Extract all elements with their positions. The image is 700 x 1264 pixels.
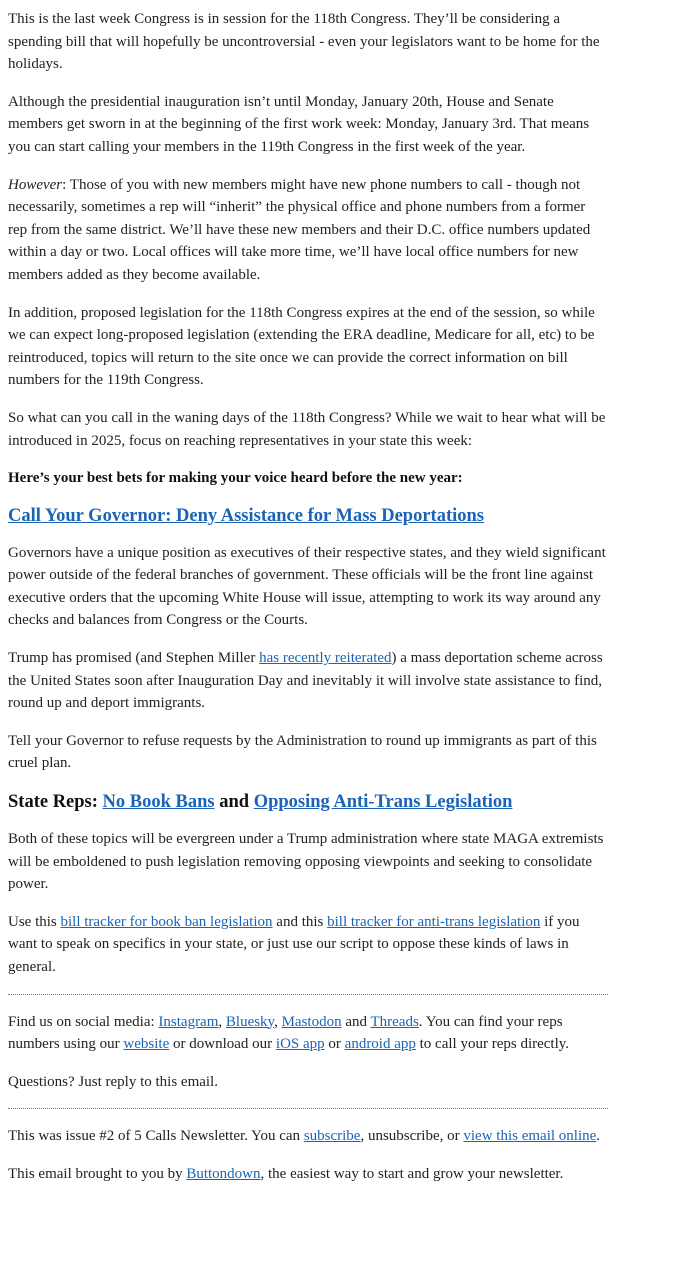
state-reps-label: State Reps: xyxy=(8,792,103,813)
intro-paragraph-2: Although the presidential inauguration isn’t until Monday, January 20th, House and Senate members get sworn in at the beginning of the first work week: Monday, January 3rd. That means you can start calling your members in the 119th Congress in the first week of the year. xyxy=(8,93,590,155)
state-reps-paragraph-2-text-b: and this xyxy=(272,913,328,930)
footer-buttondown-text-b: , the easiest way to start and grow your newsletter. xyxy=(260,1165,564,1182)
state-reps-paragraph-2-text-a: Use this xyxy=(8,913,61,930)
governor-paragraph-2-text-b: ) a mass deportation scheme across the United States soon after Inauguration Day and inevitably it will involve state assistance to find, round up and deport immigrants. xyxy=(8,650,603,712)
intro-paragraph-3-text: : Those of you with new members might have new phone numbers to call - though not necessarily, sometimes a rep will “inherit” the physical office and phone numbers from a former rep from the same district. We’ll have these new members and their D.C. office numbers updated within a day or two. Local offices will take more time, we’ll have local office numbers for new members added as they become available. xyxy=(8,176,591,283)
social-or-download: or download our xyxy=(169,1036,276,1053)
state-reps-paragraph-2 xyxy=(8,911,608,979)
governor-paragraph-2-text-a: Trump has promised (and Stephen Miller xyxy=(8,650,260,667)
divider-1 xyxy=(8,994,608,995)
social-comma-2: , xyxy=(274,1013,282,1030)
subscribe-link[interactable]: subscribe xyxy=(303,1128,361,1145)
social-and: and xyxy=(341,1013,371,1030)
anti-trans-legislation-link[interactable]: Opposing Anti-Trans Legislation xyxy=(253,792,513,813)
reiterated-link[interactable]: has recently reiterated xyxy=(259,650,392,667)
footer-buttondown-text-a: This email brought to you by xyxy=(8,1165,187,1182)
no-book-bans-link[interactable]: No Book Bans xyxy=(102,792,215,813)
footer-issue-paragraph xyxy=(8,1125,608,1148)
social-comma-1: , xyxy=(218,1013,226,1030)
android-app-link[interactable]: android app xyxy=(344,1036,416,1053)
book-ban-tracker-link[interactable]: bill tracker for book ban legislation xyxy=(60,913,273,930)
state-reps-paragraph-1: Both of these topics will be evergreen under a Trump administration where state MAGA extremists will be emboldened to push legislation removing opposing viewpoints and seeking to consolidate power. xyxy=(8,831,604,893)
anti-trans-tracker-link[interactable]: bill tracker for anti-trans legislation xyxy=(327,913,541,930)
state-reps-and: and xyxy=(214,792,254,813)
social-mid-text: . You can find your reps numbers using our xyxy=(8,1013,563,1053)
footer-buttondown-paragraph xyxy=(8,1163,608,1186)
mastodon-link[interactable]: Mastodon xyxy=(281,1013,342,1030)
view-online-link[interactable]: view this email online xyxy=(463,1128,597,1145)
state-reps-heading xyxy=(8,790,608,814)
intro-paragraph-4: In addition, proposed legislation for the 118th Congress expires at the end of the session, so while we can expect long-proposed legislation (extending the ERA deadline, Medicare for all, etc) to be reintroduced, topics will return to the site once we can provide the correct information on bill numbers for the 119th Congress. xyxy=(8,304,595,389)
social-paragraph xyxy=(8,1011,608,1056)
intro-paragraph-3 xyxy=(8,174,608,287)
governor-paragraph-2 xyxy=(8,647,608,715)
website-link[interactable]: website xyxy=(123,1036,170,1053)
threads-link[interactable]: Threads xyxy=(370,1013,419,1030)
social-prefix: Find us on social media: xyxy=(8,1013,159,1030)
social-suffix: to call your reps directly. xyxy=(415,1036,570,1053)
footer-issue-text-b: , unsubscribe, or xyxy=(360,1128,464,1145)
footer-issue-text-c: . xyxy=(596,1128,601,1145)
questions-paragraph: Questions? Just reply to this email. xyxy=(8,1073,218,1090)
governor-paragraph-3: Tell your Governor to refuse requests by the Administration to round up immigrants as part of this cruel plan. xyxy=(8,732,597,772)
instagram-link[interactable]: Instagram xyxy=(158,1013,219,1030)
bluesky-link[interactable]: Bluesky xyxy=(225,1013,275,1030)
governor-heading xyxy=(8,504,608,528)
governor-heading-link[interactable]: Call Your Governor: Deny Assistance for Mass Deportations xyxy=(8,505,485,526)
intro-paragraph-5: So what can you call in the waning days of the 118th Congress? While we wait to hear what will be introduced in 2025, focus on reaching representatives in your state this week: xyxy=(8,409,606,449)
state-reps-paragraph-2-text-c: if you want to speak on specifics in your state, or just use our script to oppose these kinds of laws in general. xyxy=(8,913,580,975)
buttondown-link[interactable]: Buttondown xyxy=(186,1165,261,1182)
governor-paragraph-1: Governors have a unique position as executives of their respective states, and they wield significant power outside of the federal branches of government. These officials will be the front line against executive orders that the upcoming White House will issue, attempting to work its way around any checks and balances from Congress or the Courts. xyxy=(8,544,606,629)
ios-app-link[interactable]: iOS app xyxy=(275,1036,325,1053)
however-emphasis: However xyxy=(8,176,63,193)
divider-2 xyxy=(8,1108,608,1109)
footer-issue-text-a: This was issue #2 of 5 Calls Newsletter. You can xyxy=(8,1128,304,1145)
best-bets-heading: Here’s your best bets for making your voice heard before the new year: xyxy=(8,470,463,487)
intro-paragraph-1: This is the last week Congress is in session for the 118th Congress. They’ll be considering a spending bill that will hopefully be uncontroversial - even your legislators want to be home for the holidays. xyxy=(8,11,600,73)
social-or: or xyxy=(324,1036,345,1053)
